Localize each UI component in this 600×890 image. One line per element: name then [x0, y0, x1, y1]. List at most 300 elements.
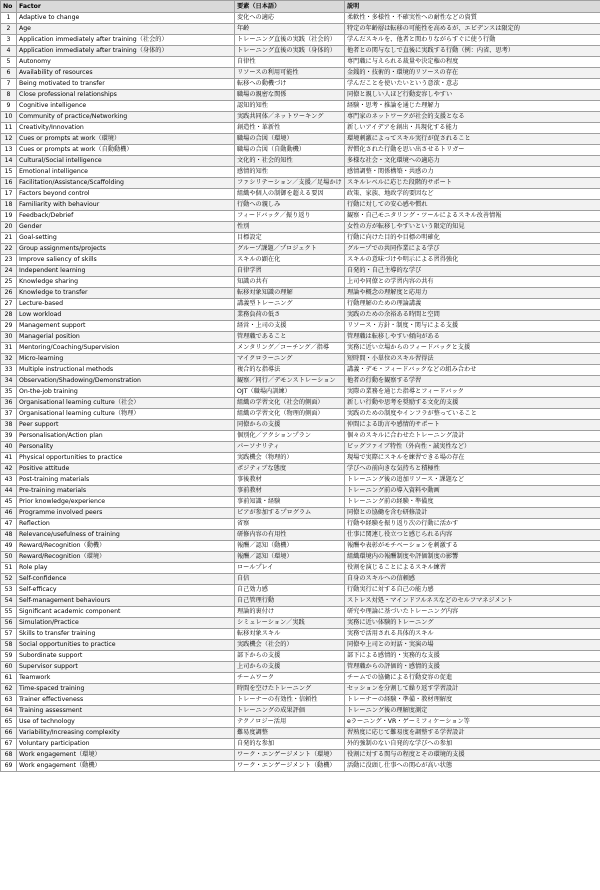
description-cell: 行動理解のための理論講義 — [345, 299, 600, 310]
row-number: 17 — [1, 189, 17, 200]
description-cell: 個々のスキルに合わせたトレーニング設計 — [345, 431, 600, 442]
description-cell: 実務に近い立場からのフィードバックと支援 — [345, 343, 600, 354]
table-row — [1, 673, 600, 684]
japanese-cell: トレーニングの成果評価 — [235, 706, 345, 717]
table-row — [1, 695, 600, 706]
japanese-cell: 組織の学習文化（物理的側面） — [235, 409, 345, 420]
table-row — [1, 761, 600, 772]
factor-cell: Facilitation/Assistance/Scaffolding — [17, 178, 235, 189]
row-number: 34 — [1, 376, 17, 387]
header-japanese: 要素（日本語） — [235, 1, 345, 13]
row-number: 15 — [1, 167, 17, 178]
row-number: 62 — [1, 684, 17, 695]
description-cell: 習熟度に応じて難易度を調整する学習設計 — [345, 728, 600, 739]
japanese-cell: 自律学習 — [235, 266, 345, 277]
japanese-cell: 目標設定 — [235, 233, 345, 244]
row-number: 3 — [1, 35, 17, 46]
factor-cell: Peer support — [17, 420, 235, 431]
row-number: 27 — [1, 299, 17, 310]
description-cell: 実際の業務を通じた指導とフィードバック — [345, 387, 600, 398]
table-row — [1, 530, 600, 541]
description-cell: 自発的・自己主導的な学び — [345, 266, 600, 277]
japanese-cell: 研修内容の有用性 — [235, 530, 345, 541]
japanese-cell: 業務負荷の低さ — [235, 310, 345, 321]
table-body — [1, 13, 600, 772]
factor-cell: Micro-learning — [17, 354, 235, 365]
factor-cell: Low workload — [17, 310, 235, 321]
factor-cell: Reflection — [17, 519, 235, 530]
description-cell: 多様な社会・文化環境への適応力 — [345, 156, 600, 167]
header-no: No — [1, 1, 17, 13]
row-number: 23 — [1, 255, 17, 266]
table-row — [1, 563, 600, 574]
row-number: 1 — [1, 13, 17, 24]
table-row — [1, 178, 600, 189]
table-row — [1, 90, 600, 101]
row-number: 53 — [1, 585, 17, 596]
row-number: 54 — [1, 596, 17, 607]
factor-cell: Managerial position — [17, 332, 235, 343]
table-row — [1, 321, 600, 332]
japanese-cell: ワーク・エンゲージメント（動機） — [235, 761, 345, 772]
description-cell: 学んだことを使いたいという意欲・意志 — [345, 79, 600, 90]
japanese-cell: 管理職であること — [235, 332, 345, 343]
japanese-cell: トレーナーの有効性・信頼性 — [235, 695, 345, 706]
factor-cell: Knowledge to transfer — [17, 288, 235, 299]
factor-cell: Time-spaced training — [17, 684, 235, 695]
table-row — [1, 189, 600, 200]
description-cell: 専門職に与えられる裁量や決定権の程度 — [345, 57, 600, 68]
description-cell: スキルレベルに応じた段階的サポート — [345, 178, 600, 189]
japanese-cell: 転移への動機づけ — [235, 79, 345, 90]
row-number: 30 — [1, 332, 17, 343]
factor-cell: Training assessment — [17, 706, 235, 717]
factor-cell: Management support — [17, 321, 235, 332]
description-cell: ビッグファイブ特性（外向性・誠実性など） — [345, 442, 600, 453]
row-number: 37 — [1, 409, 17, 420]
factor-cell: Reward/Recognition（環境） — [17, 552, 235, 563]
japanese-cell: ロールプレイ — [235, 563, 345, 574]
description-cell: 管理職からの評価的・感情的支援 — [345, 662, 600, 673]
description-cell: 報酬や表彰がモチベーションを刺激する — [345, 541, 600, 552]
description-cell: 部下による感情的・実務的な支援 — [345, 651, 600, 662]
table-row — [1, 354, 600, 365]
japanese-cell: 自律性 — [235, 57, 345, 68]
table-row — [1, 431, 600, 442]
description-cell: グループでの共同作業による学び — [345, 244, 600, 255]
japanese-cell: トレーニング直後の実践（身体的） — [235, 46, 345, 57]
description-cell: 行動に対しての安心感や慣れ — [345, 200, 600, 211]
factor-cell: Emotional intelligence — [17, 167, 235, 178]
table-row — [1, 728, 600, 739]
description-cell: 新しいアイデアを創出・具現化する能力 — [345, 123, 600, 134]
factor-cell: Social opportunities to practice — [17, 640, 235, 651]
japanese-cell: 職場の合図（自動動機） — [235, 145, 345, 156]
description-cell: 現場で実際にスキルを練習できる場の存在 — [345, 453, 600, 464]
table-row — [1, 486, 600, 497]
row-number: 16 — [1, 178, 17, 189]
factor-cell: Feedback/Debrief — [17, 211, 235, 222]
table-row — [1, 310, 600, 321]
row-number: 46 — [1, 508, 17, 519]
japanese-cell: 難易度調整 — [235, 728, 345, 739]
factor-cell: Lecture-based — [17, 299, 235, 310]
description-cell: 仕事に関連し役立つと感じられる内容 — [345, 530, 600, 541]
description-cell: 学んだスキルを、他者と関わりながらすぐに使う行動 — [345, 35, 600, 46]
factor-cell: Community of practice/Networking — [17, 112, 235, 123]
japanese-cell: マイクロラーニング — [235, 354, 345, 365]
row-number: 28 — [1, 310, 17, 321]
japanese-cell: 講義型トレーニング — [235, 299, 345, 310]
japanese-cell: グループ課題／プロジェクト — [235, 244, 345, 255]
factor-cell: Subordinate support — [17, 651, 235, 662]
table-row — [1, 662, 600, 673]
factor-cell: Programme involved peers — [17, 508, 235, 519]
row-number: 10 — [1, 112, 17, 123]
row-number: 18 — [1, 200, 17, 211]
description-cell: 理論や概念の理解度と応用力 — [345, 288, 600, 299]
description-cell: 学びへの前向きな気持ちと積極性 — [345, 464, 600, 475]
japanese-cell: 実践機会（物理的） — [235, 453, 345, 464]
table-row — [1, 574, 600, 585]
table-row — [1, 79, 600, 90]
japanese-cell: 感情的知性 — [235, 167, 345, 178]
description-cell: トレーニング後の理解度測定 — [345, 706, 600, 717]
japanese-cell: トレーニング直後の実践（社会的） — [235, 35, 345, 46]
description-cell: 金銭的・技術的・環境的リソースの存在 — [345, 68, 600, 79]
table-row — [1, 332, 600, 343]
factor-cell: Application immediately after training（社会的） — [17, 35, 235, 46]
factor-cell: Self-confidence — [17, 574, 235, 585]
description-cell: 行動に向けた目的や目標の明確化 — [345, 233, 600, 244]
table-row — [1, 464, 600, 475]
japanese-cell: 個別化／アクションプラン — [235, 431, 345, 442]
row-number: 56 — [1, 618, 17, 629]
japanese-cell: 認知的知性 — [235, 101, 345, 112]
row-number: 60 — [1, 662, 17, 673]
japanese-cell: ワーク・エンゲージメント（環境） — [235, 750, 345, 761]
japanese-cell: 性別 — [235, 222, 345, 233]
description-cell: 他者の行動を観察する学習 — [345, 376, 600, 387]
factor-cell: Adaptive to change — [17, 13, 235, 24]
description-cell: 実務で活用される具体的スキル — [345, 629, 600, 640]
factor-cell: Autonomy — [17, 57, 235, 68]
description-cell: 特定の年齢層は転移の可能性を高めるが、エビデンスは限定的 — [345, 24, 600, 35]
factor-cell: Group assignments/projects — [17, 244, 235, 255]
table-row — [1, 442, 600, 453]
table-row — [1, 651, 600, 662]
table-row — [1, 68, 600, 79]
header-factor: Factor — [17, 1, 235, 13]
table-row — [1, 123, 600, 134]
table-row — [1, 222, 600, 233]
description-cell: トレーニング前の経験・準備度 — [345, 497, 600, 508]
row-number: 38 — [1, 420, 17, 431]
row-number: 32 — [1, 354, 17, 365]
description-cell: リソース・方針・制度・関与による支援 — [345, 321, 600, 332]
description-cell: 柔軟性・多様性・不確実性への耐性などの資質 — [345, 13, 600, 24]
table-row — [1, 46, 600, 57]
row-number: 25 — [1, 277, 17, 288]
table-row — [1, 288, 600, 299]
row-number: 51 — [1, 563, 17, 574]
table-row — [1, 398, 600, 409]
factor-cell: Reward/Recognition（動機） — [17, 541, 235, 552]
row-number: 63 — [1, 695, 17, 706]
japanese-cell: ピアが参加するプログラム — [235, 508, 345, 519]
table-row — [1, 244, 600, 255]
factor-cell: Improve saliency of skills — [17, 255, 235, 266]
table-row — [1, 453, 600, 464]
header-description: 説明 — [345, 1, 600, 13]
table-row — [1, 706, 600, 717]
row-number: 61 — [1, 673, 17, 684]
factor-cell: Trainer effectiveness — [17, 695, 235, 706]
japanese-cell: 行動への親しみ — [235, 200, 345, 211]
table-row — [1, 24, 600, 35]
row-number: 33 — [1, 365, 17, 376]
table-row — [1, 750, 600, 761]
row-number: 57 — [1, 629, 17, 640]
description-cell: トレーニング後の追加リソース・課題など — [345, 475, 600, 486]
description-cell: 行動や経験を振り返り次の行動に活かす — [345, 519, 600, 530]
description-cell: 観察・自己モニタリング・ツールによるスキル改善情報 — [345, 211, 600, 222]
table-row — [1, 618, 600, 629]
factor-cell: Simulation/Practice — [17, 618, 235, 629]
factor-cell: Self-management behaviours — [17, 596, 235, 607]
factor-cell: Positive attitude — [17, 464, 235, 475]
table-row — [1, 145, 600, 156]
table-row — [1, 101, 600, 112]
japanese-cell: 観察／同行／デモンストレーション — [235, 376, 345, 387]
row-number: 39 — [1, 431, 17, 442]
japanese-cell: 組織や個人の制御を超える要因 — [235, 189, 345, 200]
row-number: 43 — [1, 475, 17, 486]
description-cell: 実践のための制度やインフラが整っていること — [345, 409, 600, 420]
description-cell: 外的強制のない自発的な学びへの参加 — [345, 739, 600, 750]
description-cell: 組織環境内の報酬制度や評価制度の影響 — [345, 552, 600, 563]
description-cell: 講義・デモ・フィードバックなどの組み合わせ — [345, 365, 600, 376]
table-row — [1, 299, 600, 310]
japanese-cell: 知識の共有 — [235, 277, 345, 288]
row-number: 8 — [1, 90, 17, 101]
japanese-cell: 変化への適応 — [235, 13, 345, 24]
japanese-cell: 部下からの支援 — [235, 651, 345, 662]
row-number: 19 — [1, 211, 17, 222]
japanese-cell: 自信 — [235, 574, 345, 585]
factor-cell: Being motivated to transfer — [17, 79, 235, 90]
japanese-cell: 職場の合図（環境） — [235, 134, 345, 145]
table-row — [1, 365, 600, 376]
table-row — [1, 409, 600, 420]
factor-cell: Pre-training materials — [17, 486, 235, 497]
factor-cell: Cues or prompts at work（環境） — [17, 134, 235, 145]
description-cell: 短時間・小単位のスキル習得法 — [345, 354, 600, 365]
factor-cell: On-the-job training — [17, 387, 235, 398]
table-row — [1, 739, 600, 750]
description-cell: 感情調整・関係構築・共感の力 — [345, 167, 600, 178]
row-number: 66 — [1, 728, 17, 739]
japanese-cell: 自己管理行動 — [235, 596, 345, 607]
row-number: 14 — [1, 156, 17, 167]
factor-cell: Gender — [17, 222, 235, 233]
description-cell: 環境刺激によってスキル実行が促されること — [345, 134, 600, 145]
factor-cell: Post-training materials — [17, 475, 235, 486]
table-row — [1, 607, 600, 618]
row-number: 44 — [1, 486, 17, 497]
row-number: 24 — [1, 266, 17, 277]
japanese-cell: 事前知識・経験 — [235, 497, 345, 508]
japanese-cell: 同僚からの支援 — [235, 420, 345, 431]
factor-cell: Close professional relationships — [17, 90, 235, 101]
factor-cell: Observation/Shadowing/Demonstration — [17, 376, 235, 387]
table-row — [1, 255, 600, 266]
row-number: 7 — [1, 79, 17, 90]
japanese-cell: メンタリング／コーチング／指導 — [235, 343, 345, 354]
japanese-cell: 創造性・革新性 — [235, 123, 345, 134]
table-row — [1, 475, 600, 486]
row-number: 41 — [1, 453, 17, 464]
factor-cell: Variability/Increasing complexity — [17, 728, 235, 739]
factor-cell: Mentoring/Coaching/Supervision — [17, 343, 235, 354]
japanese-cell: フィードバック／振り返り — [235, 211, 345, 222]
factor-cell: Relevance/usefulness of training — [17, 530, 235, 541]
table-header-row — [1, 1, 600, 13]
table-row — [1, 211, 600, 222]
row-number: 52 — [1, 574, 17, 585]
description-cell: 仲間による助言や感情的サポート — [345, 420, 600, 431]
row-number: 59 — [1, 651, 17, 662]
row-number: 5 — [1, 57, 17, 68]
description-cell: 新しい行動や思考を奨励する文化的支援 — [345, 398, 600, 409]
row-number: 31 — [1, 343, 17, 354]
description-cell: 政策、家族、地政学的要因など — [345, 189, 600, 200]
japanese-cell: チームワーク — [235, 673, 345, 684]
factor-cell: Multiple instructional methods — [17, 365, 235, 376]
description-cell: スキルの意味づけや明示による習得強化 — [345, 255, 600, 266]
japanese-cell: ポジティブな態度 — [235, 464, 345, 475]
factor-cell: Work engagement（動機） — [17, 761, 235, 772]
japanese-cell: 報酬／認知（動機） — [235, 541, 345, 552]
row-number: 36 — [1, 398, 17, 409]
japanese-cell: 時間を空けたトレーニング — [235, 684, 345, 695]
table-row — [1, 134, 600, 145]
japanese-cell: 自発的な参加 — [235, 739, 345, 750]
table-row — [1, 717, 600, 728]
factor-cell: Personalisation/Action plan — [17, 431, 235, 442]
japanese-cell: 組織の学習文化（社会的側面） — [235, 398, 345, 409]
table-row — [1, 156, 600, 167]
description-cell: ストレス対処・マインドフルネスなどのセルフマネジメント — [345, 596, 600, 607]
factor-cell: Supervisor support — [17, 662, 235, 673]
japanese-cell: 複合的な指導法 — [235, 365, 345, 376]
row-number: 4 — [1, 46, 17, 57]
table-row — [1, 497, 600, 508]
japanese-cell: 転移対象スキル — [235, 629, 345, 640]
factor-cell: Application immediately after training（身体的） — [17, 46, 235, 57]
description-cell: 上司や同僚との学習内容の共有 — [345, 277, 600, 288]
japanese-cell: 実践機会（社会的） — [235, 640, 345, 651]
table-row — [1, 35, 600, 46]
row-number: 21 — [1, 233, 17, 244]
row-number: 55 — [1, 607, 17, 618]
description-cell: 経験・思考・推論を通じた理解力 — [345, 101, 600, 112]
description-cell: 習慣化された行動を思い出させるトリガー — [345, 145, 600, 156]
factor-cell: Independent learning — [17, 266, 235, 277]
row-number: 26 — [1, 288, 17, 299]
row-number: 69 — [1, 761, 17, 772]
description-cell: セッションを分割して繰り返す学習設計 — [345, 684, 600, 695]
table-row — [1, 640, 600, 651]
japanese-cell: パーソナリティ — [235, 442, 345, 453]
description-cell: 同僚と親しい人ほど行動変容しやすい — [345, 90, 600, 101]
table-row — [1, 519, 600, 530]
factor-cell: Factors beyond control — [17, 189, 235, 200]
description-cell: 他者との関与なしで直後に実践する行動（例：内省、思考） — [345, 46, 600, 57]
factor-cell: Voluntary participation — [17, 739, 235, 750]
table-row — [1, 552, 600, 563]
table-row — [1, 112, 600, 123]
factor-cell: Knowledge sharing — [17, 277, 235, 288]
description-cell: 同僚との協働を含む研修設計 — [345, 508, 600, 519]
table-row — [1, 343, 600, 354]
japanese-cell: 実践共同体／ネットワーキング — [235, 112, 345, 123]
row-number: 50 — [1, 552, 17, 563]
row-number: 2 — [1, 24, 17, 35]
row-number: 12 — [1, 134, 17, 145]
description-cell: トレーニング前の導入資料や動画 — [345, 486, 600, 497]
row-number: 11 — [1, 123, 17, 134]
table-row — [1, 420, 600, 431]
factor-cell: Cognitive intelligence — [17, 101, 235, 112]
japanese-cell: 省察 — [235, 519, 345, 530]
japanese-cell: 理論的裏付け — [235, 607, 345, 618]
description-cell: 研究や理論に基づいたトレーニング内容 — [345, 607, 600, 618]
factor-cell: Organisational learning culture（物理） — [17, 409, 235, 420]
japanese-cell: 報酬／認知（環境） — [235, 552, 345, 563]
description-cell: 実務に近い体験的トレーニング — [345, 618, 600, 629]
description-cell: 管理職は転移しやすい傾向がある — [345, 332, 600, 343]
japanese-cell: 職場の親密な関係 — [235, 90, 345, 101]
japanese-cell: 経営・上司の支援 — [235, 321, 345, 332]
table-row — [1, 200, 600, 211]
japanese-cell: 文化的・社会的知性 — [235, 156, 345, 167]
factor-cell: Cultural/Social intelligence — [17, 156, 235, 167]
row-number: 67 — [1, 739, 17, 750]
row-number: 49 — [1, 541, 17, 552]
row-number: 29 — [1, 321, 17, 332]
row-number: 64 — [1, 706, 17, 717]
row-number: 47 — [1, 519, 17, 530]
factor-cell: Age — [17, 24, 235, 35]
table-row — [1, 541, 600, 552]
description-cell: 専門家のネットワークが社会的支援となる — [345, 112, 600, 123]
row-number: 6 — [1, 68, 17, 79]
table-row — [1, 167, 600, 178]
description-cell: eラーニング・VR・ゲーミフィケーション等 — [345, 717, 600, 728]
row-number: 35 — [1, 387, 17, 398]
description-cell: 女性の方が転移しやすいという限定的知見 — [345, 222, 600, 233]
factor-cell: Availability of resources — [17, 68, 235, 79]
table-row — [1, 387, 600, 398]
row-number: 22 — [1, 244, 17, 255]
factor-cell: Physical opportunities to practice — [17, 453, 235, 464]
factor-cell: Organisational learning culture（社会） — [17, 398, 235, 409]
factor-cell: Work engagement（環境） — [17, 750, 235, 761]
japanese-cell: 自己効力感 — [235, 585, 345, 596]
japanese-cell: 事前教材 — [235, 486, 345, 497]
table-row — [1, 57, 600, 68]
